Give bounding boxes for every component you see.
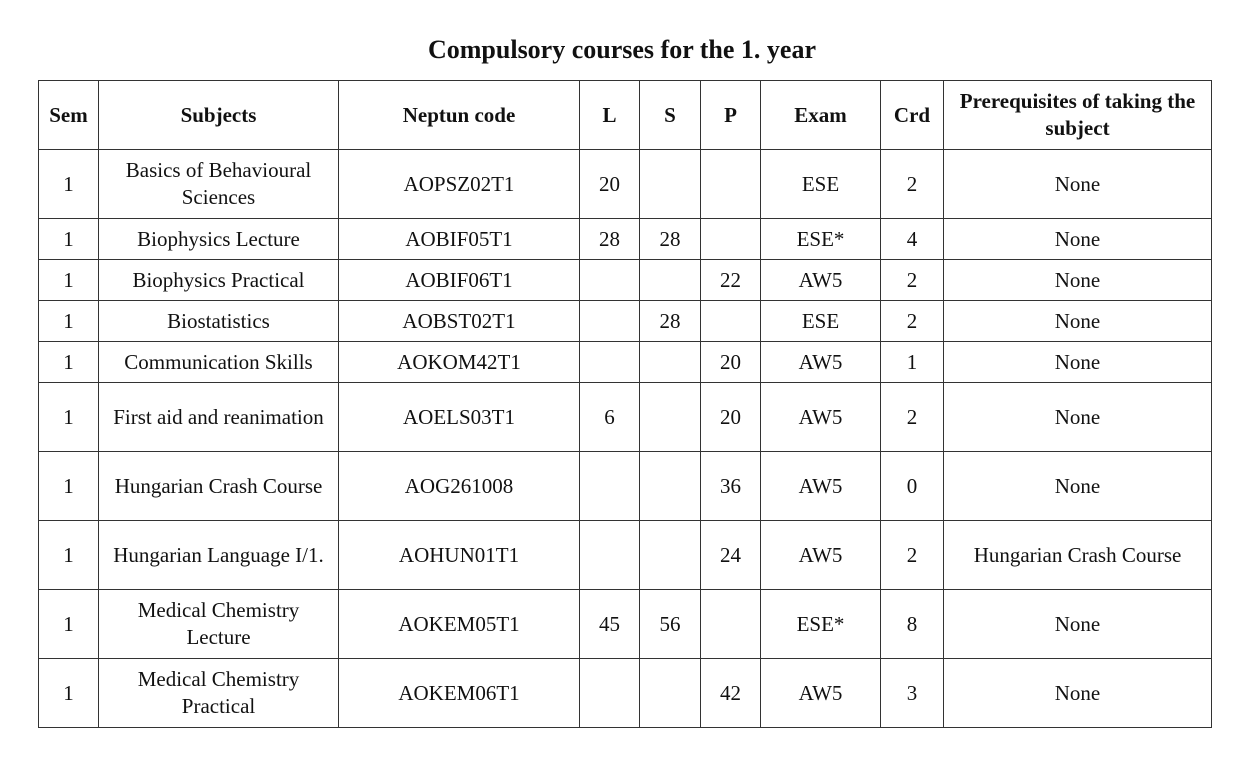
cell-prerequisites: Hungarian Crash Course [944,521,1212,590]
cell-p: 20 [701,383,761,452]
cell-prerequisites: None [944,452,1212,521]
cell-sem: 1 [39,260,99,301]
cell-p [701,150,761,219]
cell-sem: 1 [39,659,99,728]
cell-prerequisites: None [944,150,1212,219]
cell-exam: AW5 [761,260,881,301]
cell-subject: Hungarian Language I/1. [99,521,339,590]
cell-prerequisites: None [944,219,1212,260]
cell-l [580,301,640,342]
cell-s [640,150,701,219]
cell-s: 28 [640,301,701,342]
cell-p: 20 [701,342,761,383]
table-row [39,260,1212,301]
table-row [39,342,1212,383]
cell-crd: 2 [881,260,944,301]
cell-p [701,219,761,260]
cell-s: 28 [640,219,701,260]
column-header-prerequisites: Prerequisites of taking the subject [944,81,1212,150]
cell-exam: ESE [761,150,881,219]
cell-sem: 1 [39,590,99,659]
cell-subject: First aid and reanimation [99,383,339,452]
cell-neptun-code: AOG261008 [339,452,580,521]
table-row [39,219,1212,260]
column-header-neptun-code: Neptun code [339,81,580,150]
cell-exam: AW5 [761,659,881,728]
cell-exam: ESE [761,301,881,342]
cell-exam: AW5 [761,521,881,590]
column-header-crd: Crd [881,81,944,150]
cell-l [580,260,640,301]
cell-s: 56 [640,590,701,659]
cell-crd: 2 [881,150,944,219]
cell-sem: 1 [39,150,99,219]
cell-p [701,301,761,342]
table-row [39,659,1212,728]
table-row [39,383,1212,452]
cell-prerequisites: None [944,590,1212,659]
cell-neptun-code: AOKOM42T1 [339,342,580,383]
cell-neptun-code: AOBST02T1 [339,301,580,342]
cell-crd: 2 [881,301,944,342]
cell-p [701,590,761,659]
cell-l [580,521,640,590]
cell-sem: 1 [39,452,99,521]
cell-neptun-code: AOKEM05T1 [339,590,580,659]
cell-neptun-code: AOBIF06T1 [339,260,580,301]
cell-subject: Communication Skills [99,342,339,383]
cell-l: 28 [580,219,640,260]
cell-crd: 8 [881,590,944,659]
cell-subject: Medical Chemistry Lecture [99,590,339,659]
cell-prerequisites: None [944,342,1212,383]
cell-subject: Hungarian Crash Course [99,452,339,521]
cell-sem: 1 [39,219,99,260]
cell-neptun-code: AOPSZ02T1 [339,150,580,219]
cell-s [640,452,701,521]
cell-subject: Biophysics Practical [99,260,339,301]
header-row [39,81,1212,150]
cell-p: 42 [701,659,761,728]
cell-crd: 1 [881,342,944,383]
column-header-subjects: Subjects [99,81,339,150]
cell-s [640,342,701,383]
cell-l [580,342,640,383]
cell-sem: 1 [39,301,99,342]
cell-neptun-code: AOKEM06T1 [339,659,580,728]
cell-exam: ESE* [761,590,881,659]
cell-p: 36 [701,452,761,521]
cell-subject: Basics of Behavioural Sciences [99,150,339,219]
cell-l: 20 [580,150,640,219]
cell-crd: 3 [881,659,944,728]
cell-l: 6 [580,383,640,452]
cell-crd: 0 [881,452,944,521]
column-header-exam: Exam [761,81,881,150]
cell-neptun-code: AOBIF05T1 [339,219,580,260]
cell-p: 24 [701,521,761,590]
table-row [39,452,1212,521]
column-header-sem: Sem [39,81,99,150]
table-row [39,150,1212,219]
page-title: Compulsory courses for the 1. year [427,35,817,64]
column-header-p: P [701,81,761,150]
table-row [39,521,1212,590]
table-row [39,301,1212,342]
cell-sem: 1 [39,521,99,590]
cell-exam: AW5 [761,383,881,452]
cell-exam: AW5 [761,452,881,521]
cell-p: 22 [701,260,761,301]
cell-prerequisites: None [944,301,1212,342]
cell-l [580,659,640,728]
table-row [39,590,1212,659]
cell-l: 45 [580,590,640,659]
cell-s [640,521,701,590]
cell-neptun-code: AOHUN01T1 [339,521,580,590]
cell-exam: AW5 [761,342,881,383]
cell-subject: Biophysics Lecture [99,219,339,260]
cell-l [580,452,640,521]
cell-subject: Medical Chemistry Practical [99,659,339,728]
cell-prerequisites: None [944,260,1212,301]
column-header-l: L [580,81,640,150]
cell-crd: 4 [881,219,944,260]
cell-sem: 1 [39,342,99,383]
cell-subject: Biostatistics [99,301,339,342]
column-header-s: S [640,81,701,150]
cell-s [640,659,701,728]
cell-crd: 2 [881,383,944,452]
cell-prerequisites: None [944,383,1212,452]
cell-crd: 2 [881,521,944,590]
cell-prerequisites: None [944,659,1212,728]
cell-exam: ESE* [761,219,881,260]
cell-s [640,383,701,452]
cell-neptun-code: AOELS03T1 [339,383,580,452]
courses-table [38,80,1212,728]
cell-sem: 1 [39,383,99,452]
cell-s [640,260,701,301]
